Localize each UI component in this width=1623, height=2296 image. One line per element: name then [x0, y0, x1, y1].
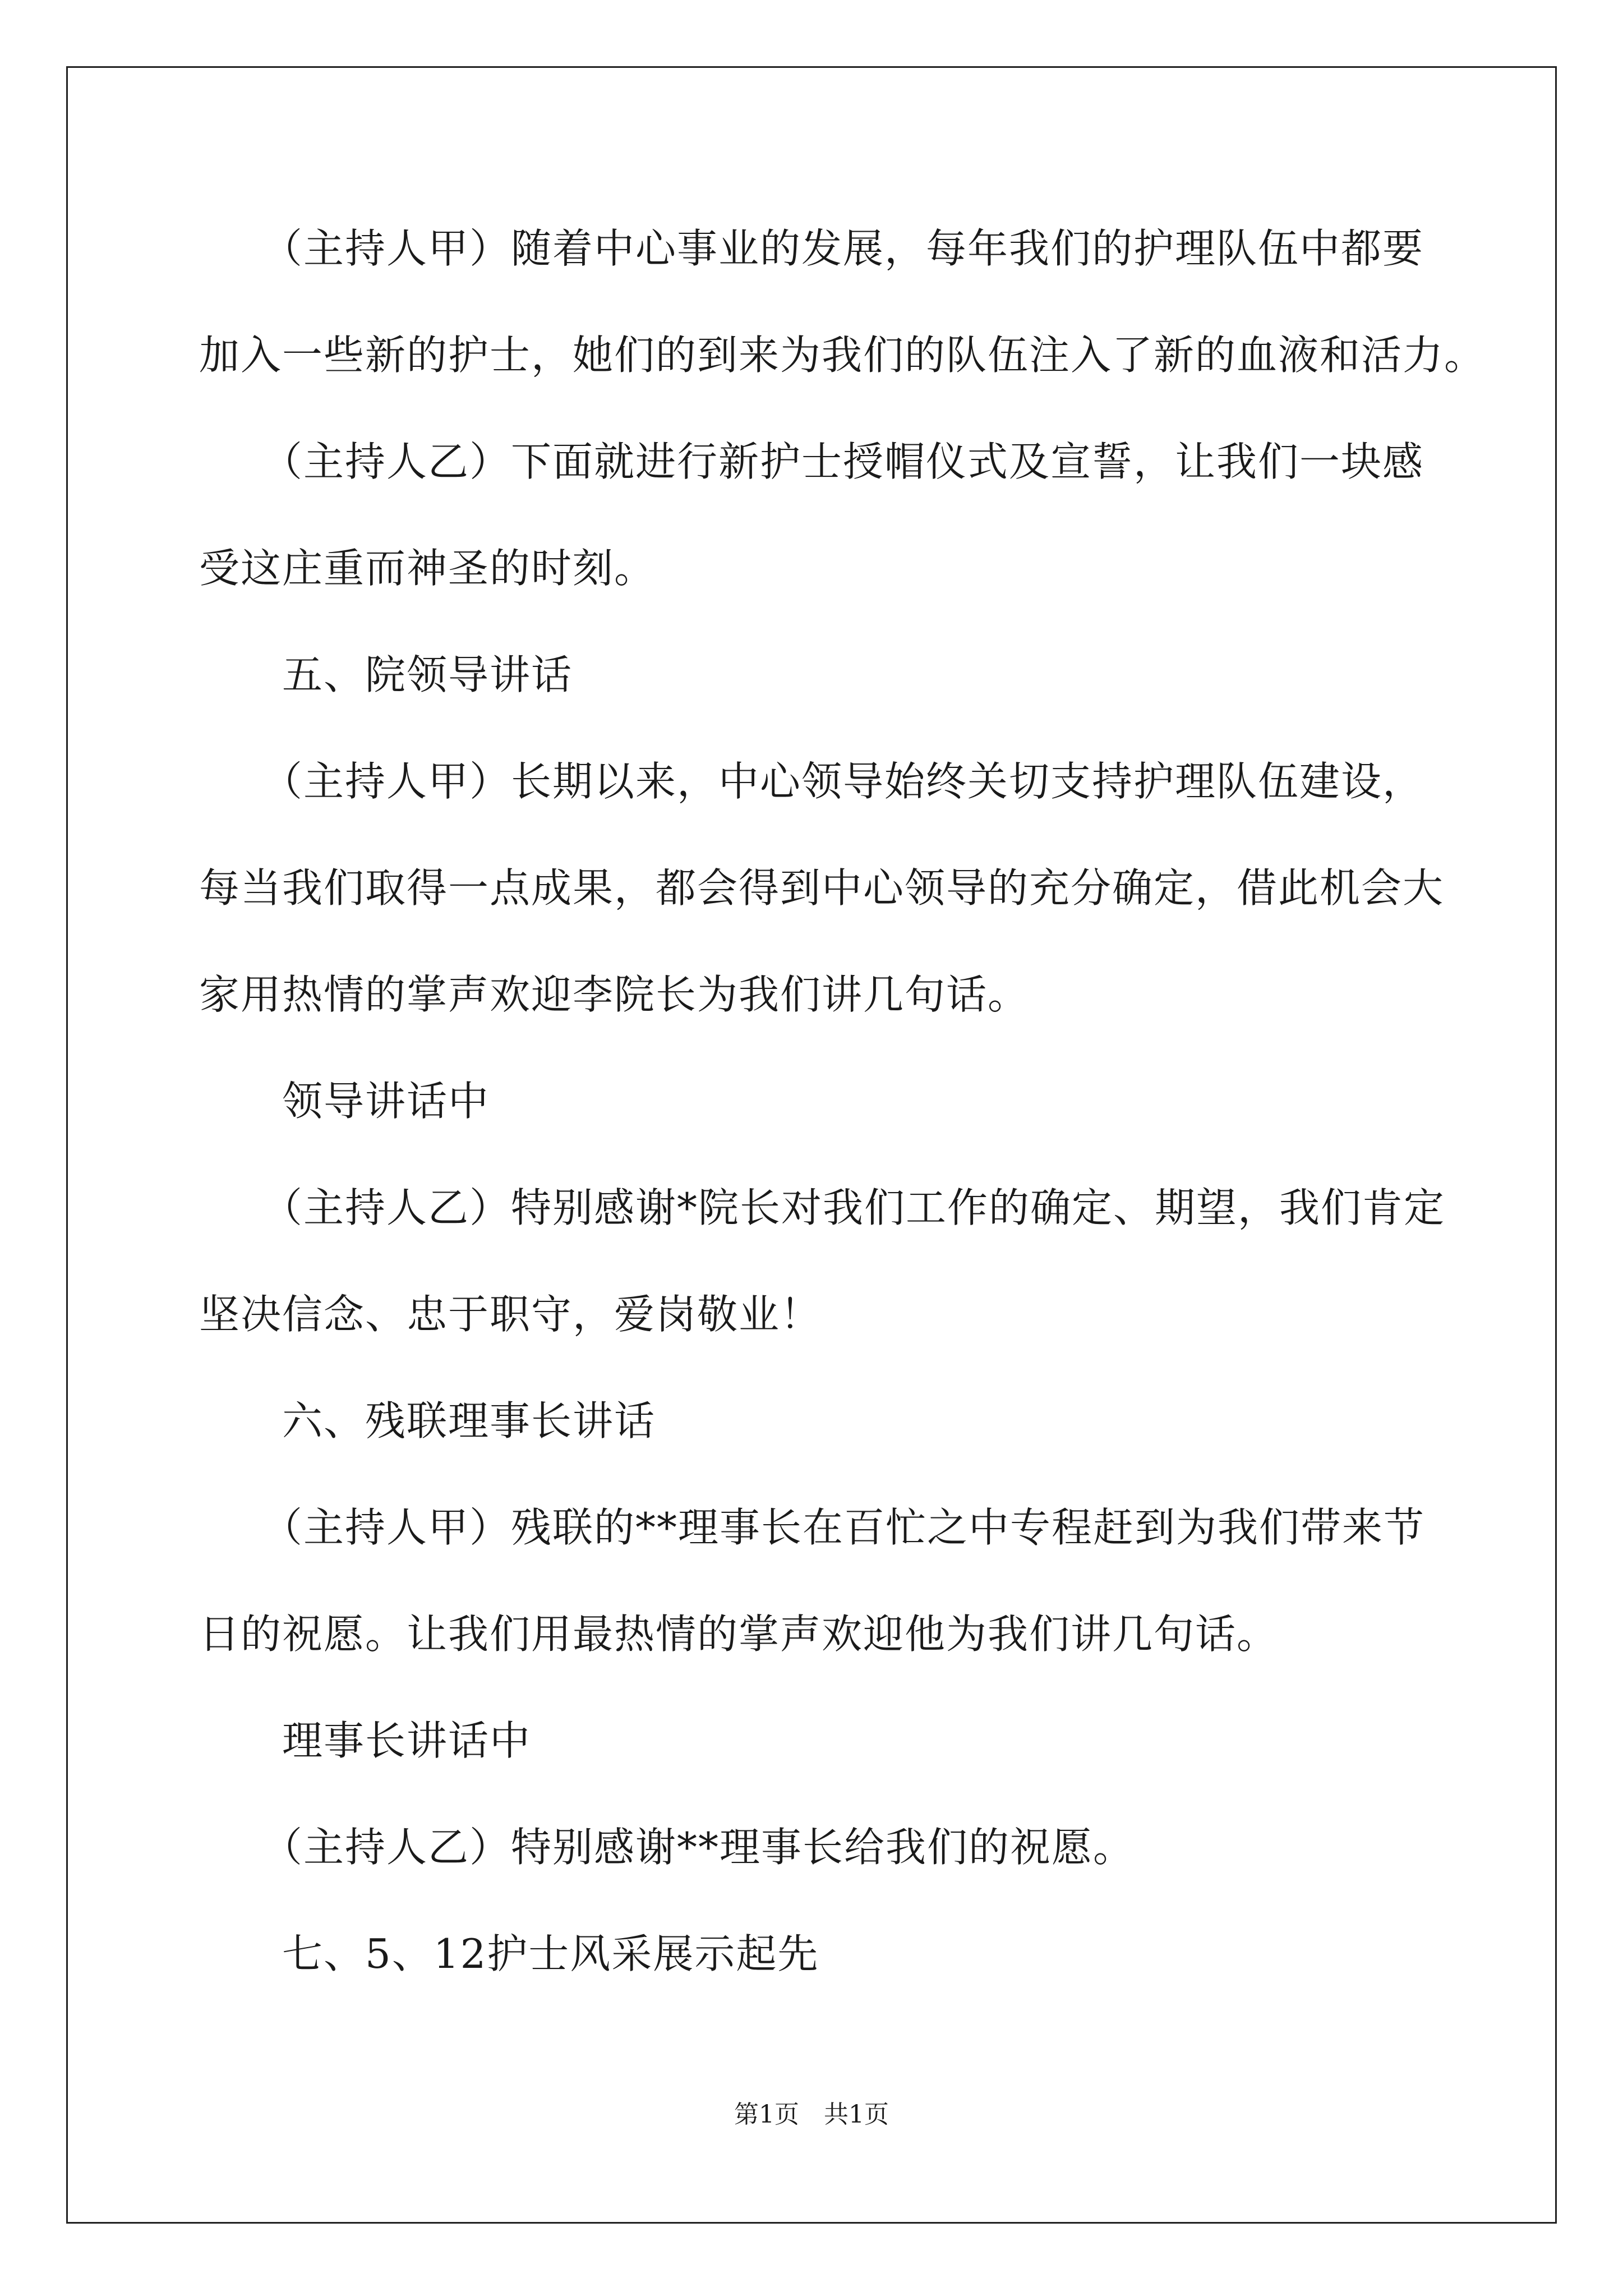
- text-line: （主持人乙）特别感谢*院长对我们工作的确定、期望，我们肯定: [199, 1184, 1446, 1231]
- text-line: 每当我们取得一点成果，都会得到中心领导的充分确定，借此机会大: [199, 864, 1445, 912]
- page-border: [66, 66, 1557, 2224]
- text-line: 家用热情的掌声欢迎李院长为我们讲几句话。: [199, 971, 1030, 1018]
- text-line: 日的祝愿。让我们用最热情的掌声欢迎他为我们讲几句话。: [199, 1611, 1279, 1658]
- text-line: （主持人乙）特别感谢**理事长给我们的祝愿。: [199, 1824, 1135, 1871]
- page-footer: [0, 2099, 1623, 2131]
- section-heading: 七、5、12护士风采展示起先: [199, 1930, 819, 1977]
- page-count: 共1页: [824, 2100, 889, 2129]
- section-heading: 五、院领导讲话: [199, 651, 573, 698]
- text-line: 理事长讲话中: [199, 1717, 532, 1764]
- text-line: 坚决信念、忠于职守，爱岗敬业！: [199, 1291, 822, 1338]
- page-number: 第1页: [734, 2100, 799, 2129]
- text-line: （主持人甲）长期以来，中心领导始终关切支持护理队伍建设，: [199, 758, 1424, 805]
- text-line: （主持人乙）下面就进行新护士授帽仪式及宣誓，让我们一块感: [199, 438, 1424, 485]
- text-line: 加入一些新的护士，她们的到来为我们的队伍注入了新的血液和活力。: [199, 332, 1486, 379]
- text-line: 领导讲话中: [199, 1078, 490, 1125]
- text-line: （主持人甲）随着中心事业的发展，每年我们的护理队伍中都要: [199, 225, 1424, 272]
- text-line: 受这庄重而神圣的时刻。: [199, 545, 656, 592]
- text-line: （主持人甲）残联的**理事长在百忙之中专程赶到为我们带来节: [199, 1504, 1426, 1551]
- section-heading: 六、残联理事长讲话: [199, 1397, 656, 1444]
